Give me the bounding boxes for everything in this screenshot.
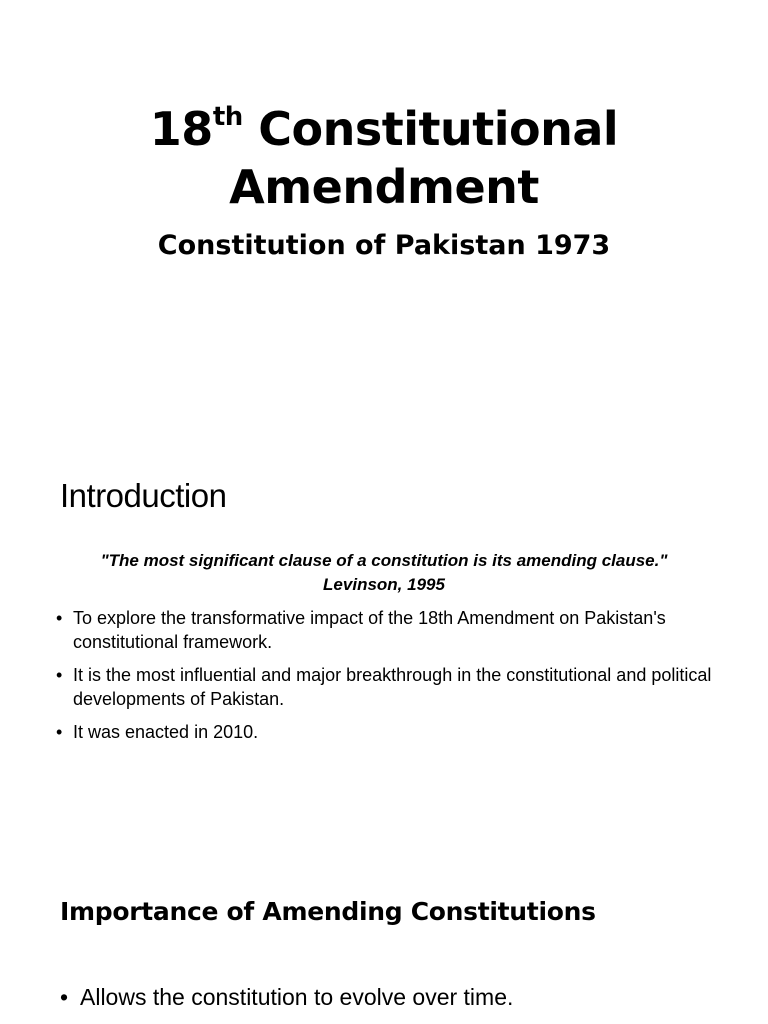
importance-bullet-list xyxy=(60,980,740,1014)
bullet-icon: • xyxy=(56,608,63,628)
slide-subtitle: Constitution of Pakistan 1973 xyxy=(157,230,611,261)
bullet-text: To explore the transformative impact of the 18th Amendment on Pakistan's constitutional framework. xyxy=(73,608,666,652)
importance-slide xyxy=(0,818,768,1024)
title-number: 18 xyxy=(149,102,213,156)
title-slide xyxy=(0,0,768,432)
list-item xyxy=(56,720,726,744)
title-superscript: th xyxy=(212,102,243,132)
bullet-icon: • xyxy=(56,665,63,685)
quote-block xyxy=(40,549,728,597)
title-word-amendment: Amendment xyxy=(229,160,539,214)
bullet-icon: • xyxy=(60,984,69,1010)
introduction-bullet-list xyxy=(56,606,726,753)
quote-text: "The most significant clause of a constitution is its amending clause." xyxy=(100,551,668,570)
quote-attribution: Levinson, 1995 xyxy=(323,575,445,594)
bullet-text: It was enacted in 2010. xyxy=(73,722,259,742)
bullet-text: It is the most influential and major breakthrough in the constitutional and political developments of Pakistan. xyxy=(73,665,712,709)
list-item xyxy=(56,606,726,654)
introduction-heading: Introduction xyxy=(60,477,227,514)
bullet-icon: • xyxy=(56,722,63,742)
introduction-slide xyxy=(0,432,768,818)
list-item xyxy=(56,663,726,711)
bullet-text: Allows the constitution to evolve over time. xyxy=(80,984,514,1010)
slide-title xyxy=(0,100,768,216)
title-word-constitutional: Constitutional xyxy=(258,102,619,156)
list-item xyxy=(60,980,740,1014)
importance-heading: Importance of Amending Constitutions xyxy=(60,897,596,926)
